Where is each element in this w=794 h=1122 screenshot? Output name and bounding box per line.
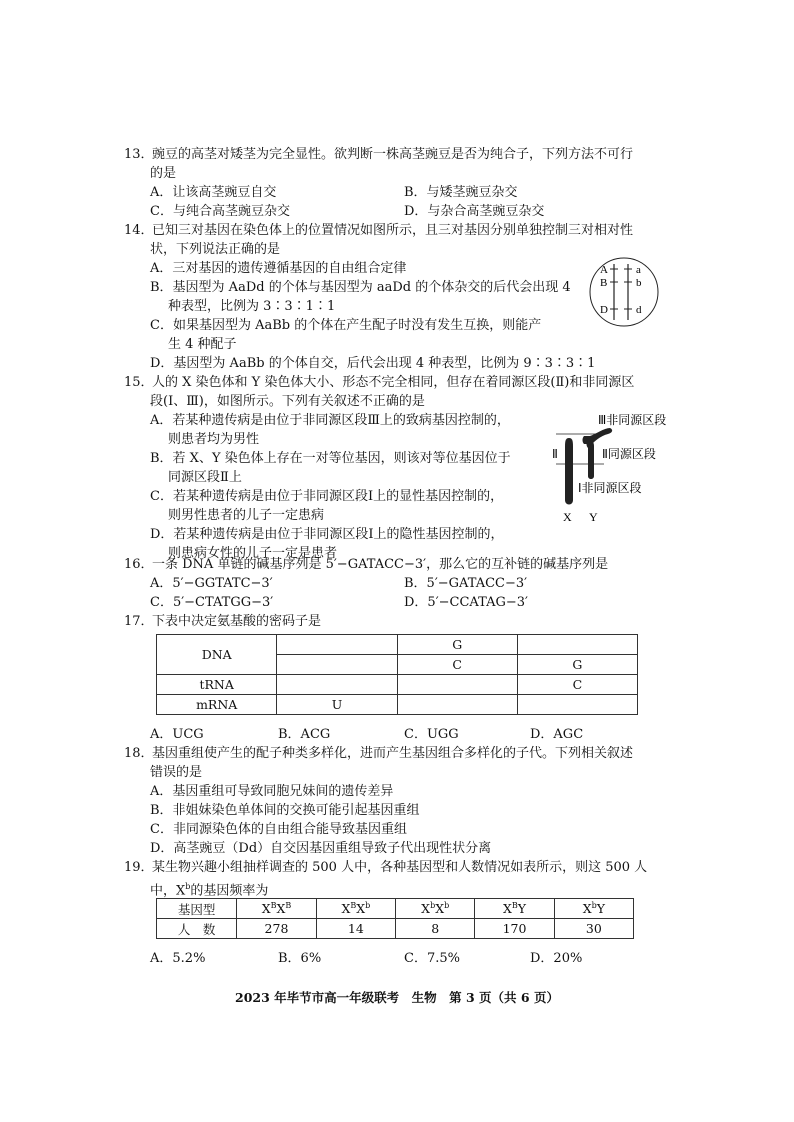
cell-count-2: 14: [316, 919, 395, 939]
q16-option-c: C．5′−CTATGG−3′: [150, 595, 274, 610]
q13-option-d: D．与杂合高茎豌豆杂交: [404, 204, 545, 219]
cell-r1c3: G: [397, 635, 517, 655]
cell-genotype-xbxb-het: $X^BX^b$: [316, 899, 395, 919]
q13-stem-line2: 的是: [150, 166, 177, 181]
y-chromosome-body: [587, 440, 595, 479]
q17-stem: 17．下表中决定氨基酸的密码子是: [124, 614, 322, 629]
q19-option-d: D．20%: [530, 951, 583, 966]
gene-label-a: a: [636, 264, 641, 276]
q15-option-a-line2: 则患者均为男性: [168, 432, 260, 447]
q18-option-b: B．非姐妹染色单体间的交换可能引起基因重组: [150, 803, 420, 818]
genotype-table: [156, 898, 634, 939]
cell-count-5: 30: [554, 919, 633, 939]
q17-option-b: B．ACG: [278, 727, 331, 742]
q19-stem-line1: 19．某生物兴趣小组抽样调查的 500 人中，各种基因型和人数情况如表所示，则这 500 人: [124, 860, 648, 875]
q13-option-c: C．与纯合高茎豌豆杂交: [150, 204, 290, 219]
q15-stem-line1: 15．人的 X 染色体和 Y 染色体大小、形态不完全相同，但存在着同源区段(Ⅱ)和非同源区: [124, 375, 635, 390]
q15-option-b-line1: B．若 X、Y 染色体上存在一对等位基因，则该对等位基因位于: [150, 451, 511, 466]
page-footer: 2023 年毕节市高一年级联考 生物 第 3 页（共 6 页）: [235, 990, 559, 1005]
q15-option-c-line2: 则男性患者的儿子一定患病: [168, 508, 325, 523]
cell-genotype-header: 基因型: [157, 899, 237, 919]
cell-count-header: 人 数: [157, 919, 237, 939]
q15-option-b-line2: 同源区段Ⅱ上: [168, 470, 242, 485]
cell-count-3: 8: [396, 919, 475, 939]
codon-table: [156, 634, 638, 715]
q16-option-b: B．5′−GATACC−3′: [404, 576, 528, 591]
q18-stem-line1: 18．基因重组使产生的配子种类多样化，进而产生基因组合多样化的子代。下列相关叙述: [124, 746, 634, 761]
q14-option-c-line1: C．如果基因型为 AaBb 的个体在产生配子时没有发生互换，则能产: [150, 318, 542, 333]
q19-stem-line2: 中，$X^b$的基因频率为: [150, 882, 269, 899]
cell-genotype-xby-dom: $X^BY$: [475, 899, 554, 919]
gene-label-b: b: [636, 277, 642, 289]
q14-option-c-line2: 生 4 种配子: [168, 337, 237, 352]
cell-genotype-xbxb-dom: $X^BX^B$: [237, 899, 316, 919]
q15-option-c-line1: C．若某种遗传病是由位于非同源区段Ⅰ上的显性基因控制的，: [150, 489, 504, 504]
q17-option-d: D．AGC: [530, 727, 584, 742]
cell-count-4: 170: [475, 919, 554, 939]
chromosome-pair-figure: [588, 256, 660, 328]
cell-r4c2: U: [277, 695, 397, 715]
xy-chromosome-figure: [548, 408, 678, 528]
q15-option-d-line2: 则患病女性的儿子一定是患者: [168, 546, 338, 561]
q19-option-a: A．5.2%: [150, 951, 206, 966]
q14-option-d: D．基因型为 AaBb 的个体自交，后代会出现 4 种表型，比例为 9∶3∶3∶1: [150, 356, 596, 371]
gene-label-D: D: [600, 304, 608, 316]
q19-option-c: C．7.5%: [404, 951, 460, 966]
label-region-3: Ⅲ非同源区段: [598, 413, 667, 427]
cell-r3c4: C: [517, 675, 637, 695]
q16-option-a: A．5′−GGTATC−3′: [150, 576, 273, 591]
label-y: Y: [589, 510, 598, 524]
q19-option-b: B．6%: [278, 951, 322, 966]
q18-option-d: D．高茎豌豆（Dd）自交因基因重组导致子代出现性状分离: [150, 841, 492, 856]
cell-r2c4: G: [517, 655, 637, 675]
q13-stem-line1: 13．豌豆的高茎对矮茎为完全显性。欲判断一株高茎豌豆是否为纯合子，下列方法不可行: [124, 147, 634, 162]
x-chromosome: [565, 438, 573, 505]
label-region-2-left: Ⅱ: [552, 447, 558, 461]
q17-option-a: A．UCG: [150, 727, 204, 742]
q14-option-b-line2: 种表型，比例为 3∶3∶1∶1: [168, 299, 336, 314]
cell-genotype-xby-rec: $X^bY$: [554, 899, 633, 919]
cell-genotype-xbxb-rec: $X^bX^b$: [396, 899, 475, 919]
q16-option-d: D．5′−CCATAG−3′: [404, 595, 528, 610]
q14-option-b-line1: B．基因型为 AaDd 的个体与基因型为 aaDd 的个体杂交的后代会出现 4: [150, 280, 571, 295]
q18-stem-line2: 错误的是: [150, 765, 203, 780]
q14-stem-line2: 状，下列说法正确的是: [150, 242, 281, 257]
cell-count-1: 278: [237, 919, 316, 939]
q13-option-b: B．与矮茎豌豆杂交: [404, 185, 518, 200]
q17-option-c: C．UGG: [404, 727, 459, 742]
cell-trna: tRNA: [157, 675, 277, 695]
q16-stem: 16．一条 DNA 单链的碱基序列是 5′−GATACC−3′，那么它的互补链的碱基序列是: [124, 557, 609, 572]
q14-option-a: A．三对基因的遗传遵循基因的自由组合定律: [150, 261, 407, 276]
q18-option-c: C．非同源染色体的自由组合能导致基因重组: [150, 822, 407, 837]
label-region-2-right: Ⅱ同源区段: [602, 447, 656, 461]
q15-option-d-line1: D．若某种遗传病是由位于非同源区段Ⅰ上的隐性基因控制的，: [150, 527, 504, 542]
cell-r2c3: C: [397, 655, 517, 675]
gene-label-A: A: [600, 264, 608, 276]
q18-option-a: A．基因重组可导致同胞兄妹间的遗传差异: [150, 784, 394, 799]
q13-option-a: A．让该高茎豌豆自交: [150, 185, 277, 200]
cell-mrna: mRNA: [157, 695, 277, 715]
label-x: X: [563, 510, 572, 524]
gene-label-B: B: [600, 277, 608, 289]
q15-option-a-line1: A．若某种遗传病是由位于非同源区段Ⅲ上的致病基因控制的，: [150, 413, 510, 428]
gene-label-d: d: [636, 304, 642, 316]
label-region-1: Ⅰ非同源区段: [578, 481, 642, 495]
q15-stem-line2: 段(Ⅰ、Ⅲ)，如图所示。下列有关叙述不正确的是: [150, 394, 425, 409]
q14-stem-line1: 14．已知三对基因在染色体上的位置情况如图所示，且三对基因分别单独控制三对相对性: [124, 223, 634, 238]
cell-dna: DNA: [157, 635, 277, 675]
y-chromosome-head: [583, 428, 613, 444]
